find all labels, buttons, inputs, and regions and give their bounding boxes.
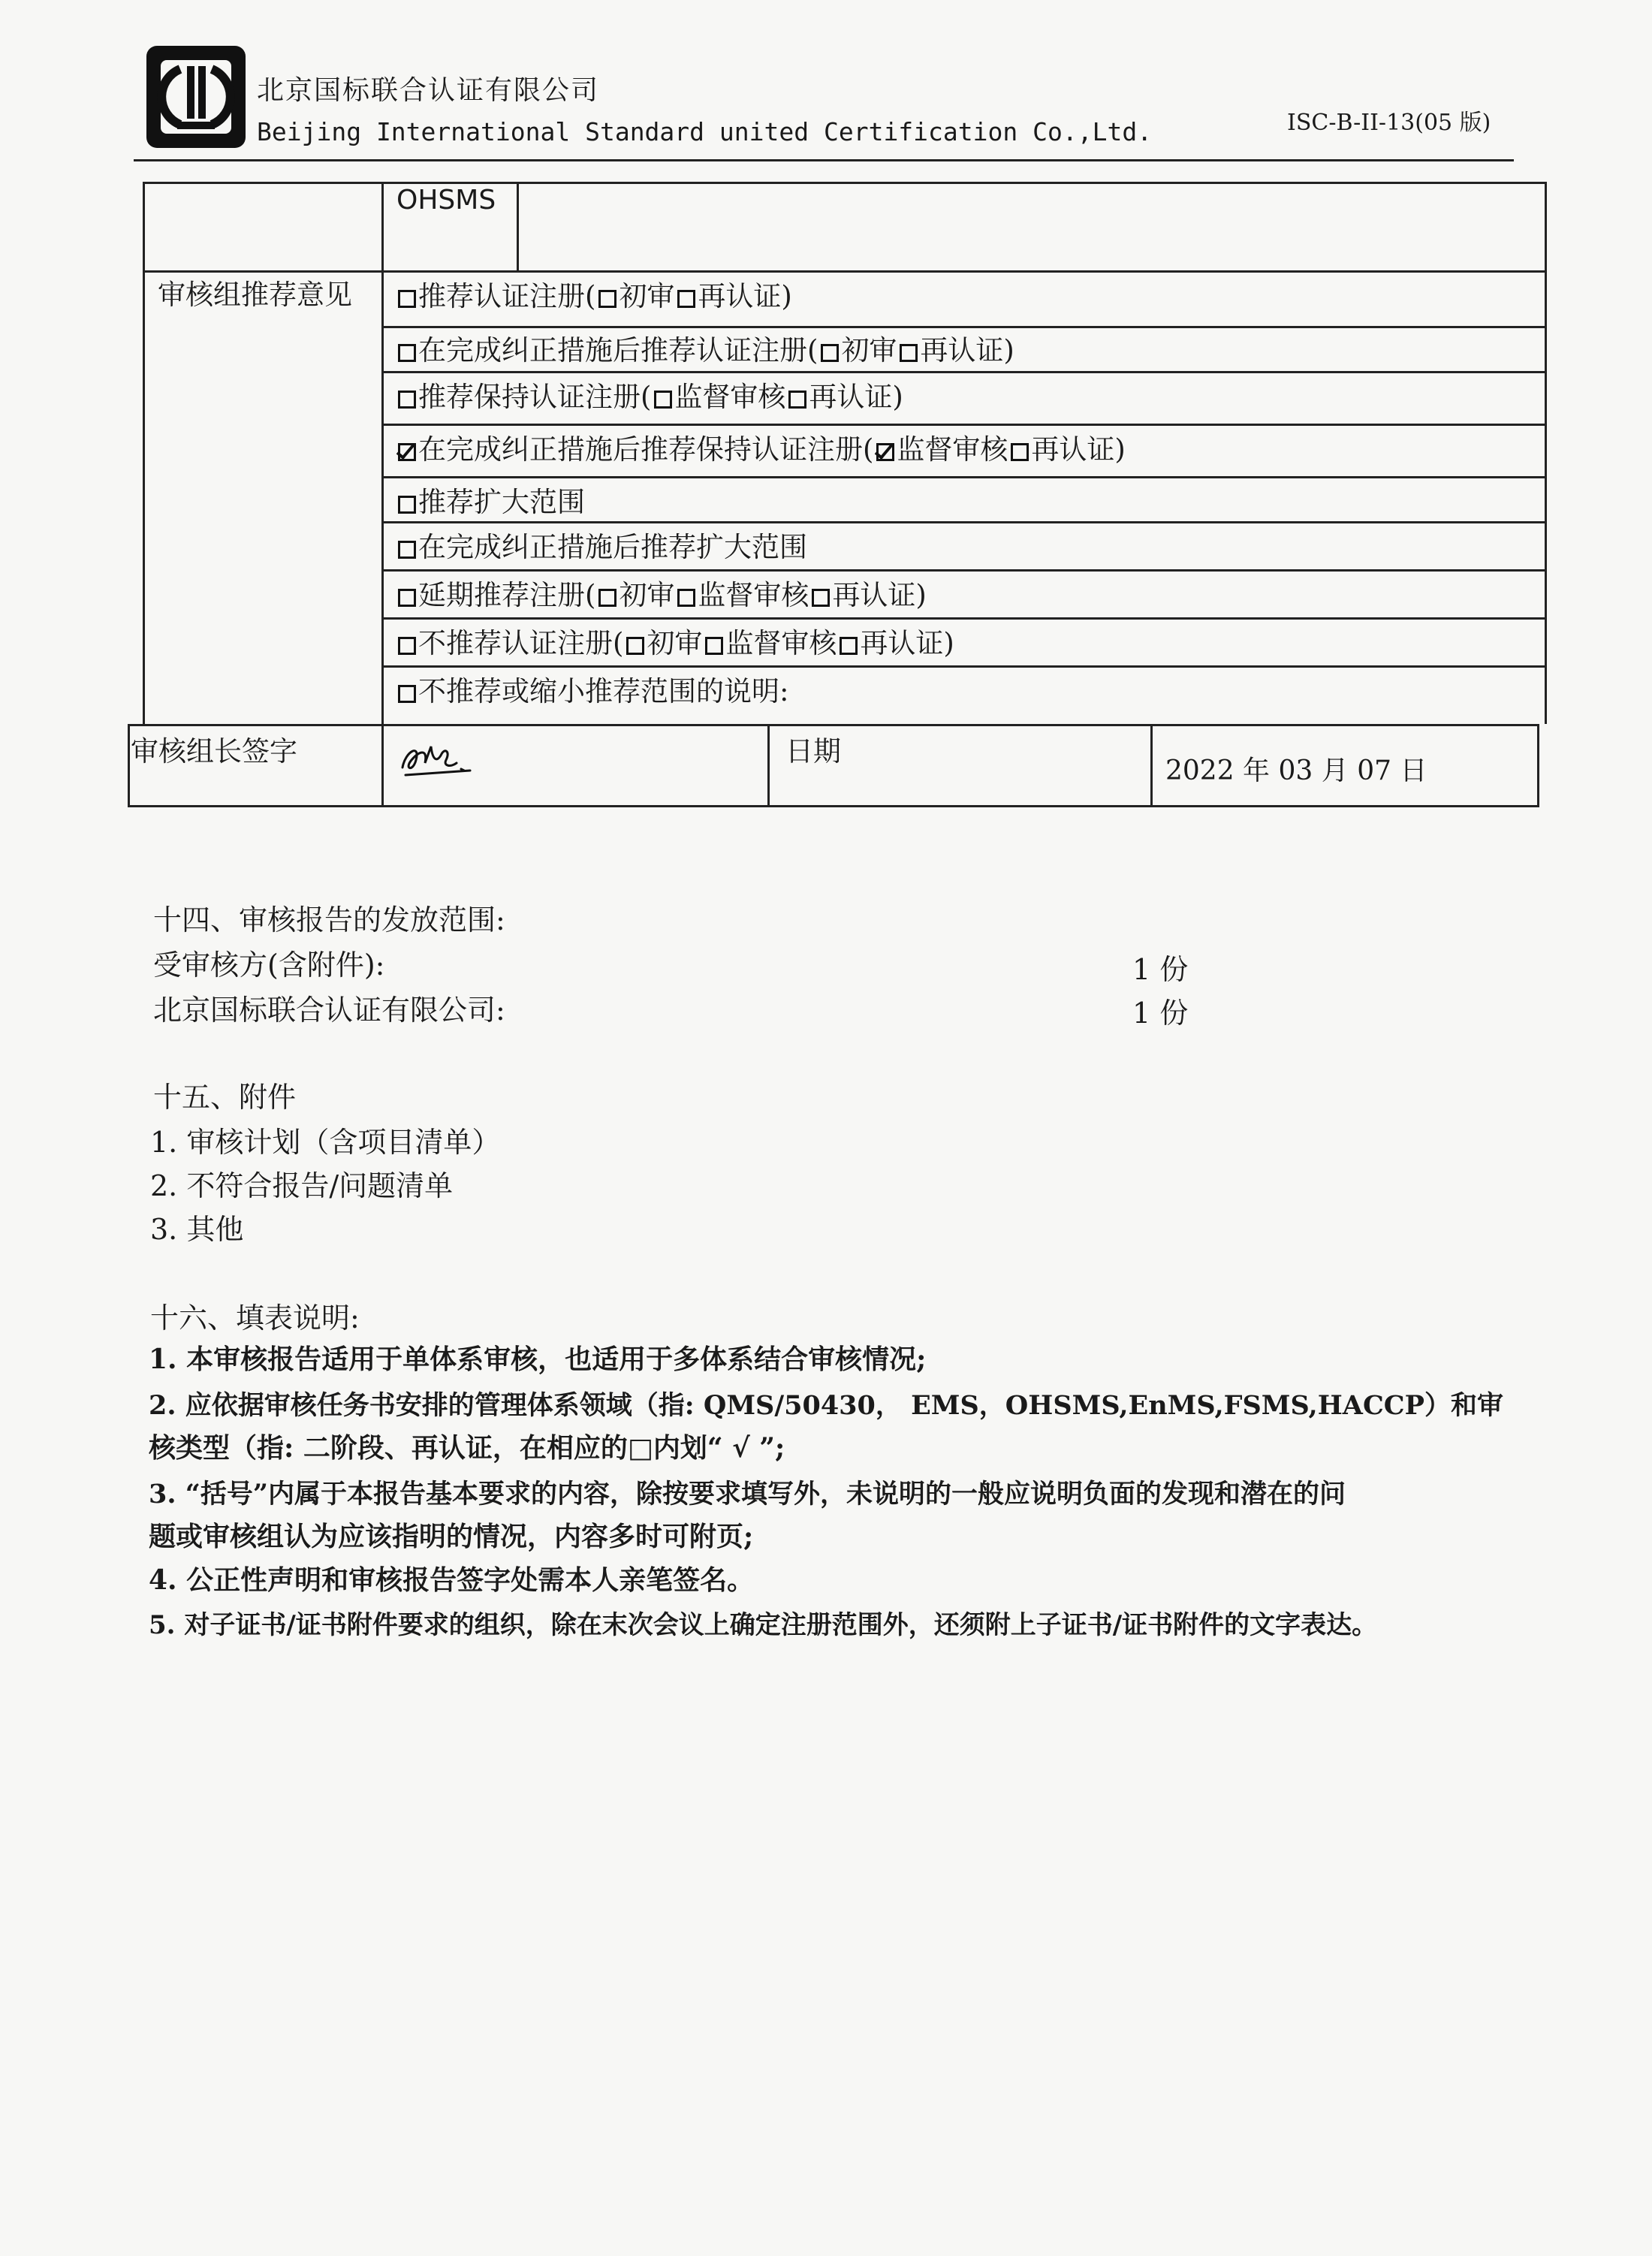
recommendation-option bbox=[395, 524, 807, 565]
option-text: 推荐认证注册( bbox=[418, 280, 596, 312]
option-text: 再认证) bbox=[832, 579, 927, 611]
option-text: 在完成纠正措施后推荐保持认证注册( bbox=[418, 433, 874, 466]
option-text: 再认证) bbox=[809, 381, 903, 413]
instruction-line: 核类型（指: 二阶段、再认证，在相应的□内划“ √ ”; bbox=[149, 1432, 785, 1464]
checkbox[interactable] bbox=[677, 290, 695, 308]
checkbox[interactable] bbox=[598, 290, 616, 308]
instruction-line: 1. 本审核报告适用于单体系审核，也适用于多体系结合审核情况; bbox=[149, 1344, 927, 1375]
checkbox[interactable] bbox=[398, 685, 416, 703]
company-name-cn: 北京国标联合认证有限公司 bbox=[257, 75, 600, 106]
option-text: 在完成纠正措施后推荐扩大范围 bbox=[418, 531, 807, 563]
table-line bbox=[128, 724, 1539, 726]
attachment-item: 1. 审核计划（含项目清单） bbox=[150, 1126, 501, 1159]
recommendation-option bbox=[395, 620, 954, 661]
option-text: 再认证) bbox=[698, 280, 792, 312]
checkbox[interactable] bbox=[598, 589, 616, 607]
table-line bbox=[381, 617, 1547, 620]
option-text: 初审 bbox=[647, 627, 703, 659]
leader-sign-label: 审核组长签字 bbox=[131, 735, 297, 768]
checkbox[interactable] bbox=[900, 344, 918, 362]
recommendation-option bbox=[395, 479, 585, 520]
table-line bbox=[381, 424, 1547, 426]
option-text: 再认证) bbox=[920, 334, 1014, 366]
instruction-line: 3. “括号”内属于本报告基本要求的内容，除按要求填写外，未说明的一般应说明负面的发现和潜在的问 bbox=[149, 1479, 1346, 1510]
table-line bbox=[143, 270, 1547, 273]
header-rule bbox=[134, 159, 1514, 161]
option-text: 初审 bbox=[619, 579, 675, 611]
recommend-label: 审核组推荐意见 bbox=[158, 279, 352, 311]
section14-title: 十四、审核报告的发放范围: bbox=[153, 903, 505, 936]
checkbox[interactable] bbox=[398, 496, 416, 514]
checked-checkbox[interactable] bbox=[876, 443, 894, 461]
option-text: 再认证) bbox=[860, 627, 954, 659]
date-label: 日期 bbox=[785, 735, 841, 768]
checkbox[interactable] bbox=[677, 589, 695, 607]
checkbox[interactable] bbox=[626, 637, 644, 655]
system-label: OHSMS bbox=[396, 185, 496, 216]
instruction-line: 5. 对子证书/证书附件要求的组织，除在末次会议上确定注册范围外，还须附上子证书/证书附件的文字表达。 bbox=[149, 1610, 1378, 1640]
recommendation-option bbox=[395, 572, 927, 613]
table-line bbox=[381, 371, 1547, 373]
distribution-count: 1 份 bbox=[1132, 953, 1189, 986]
checked-checkbox[interactable] bbox=[398, 443, 416, 461]
recommendation-option bbox=[395, 668, 788, 709]
option-text: 监督审核 bbox=[698, 579, 809, 611]
checkbox[interactable] bbox=[398, 637, 416, 655]
option-text: 再认证) bbox=[1031, 433, 1126, 466]
recommendation-option bbox=[395, 374, 903, 415]
option-text: 延期推荐注册( bbox=[418, 579, 596, 611]
company-logo bbox=[144, 44, 248, 150]
checkbox[interactable] bbox=[398, 541, 416, 559]
option-text: 监督审核 bbox=[725, 627, 837, 659]
table-line bbox=[381, 476, 1547, 478]
distribution-label: 受审核方(含附件): bbox=[153, 949, 385, 982]
instruction-line: 2. 应依据审核任务书安排的管理体系领域（指: QMS/50430， EMS，OHSMS,EnMS,FSMS,HACCP）和审 bbox=[149, 1390, 1503, 1421]
table-line bbox=[381, 665, 1547, 668]
table-line bbox=[1537, 724, 1539, 805]
recommendation-option bbox=[395, 427, 1126, 467]
option-text: 不推荐或缩小推荐范围的说明: bbox=[418, 675, 789, 707]
attachment-item: 2. 不符合报告/问题清单 bbox=[150, 1169, 454, 1202]
option-text: 初审 bbox=[841, 334, 897, 366]
table-line bbox=[381, 182, 384, 805]
option-text: 推荐扩大范围 bbox=[418, 486, 585, 518]
section16-title: 十六、填表说明: bbox=[150, 1301, 360, 1335]
checkbox[interactable] bbox=[840, 637, 858, 655]
recommendation-option bbox=[395, 327, 1014, 368]
checkbox[interactable] bbox=[398, 344, 416, 362]
option-text: 监督审核 bbox=[897, 433, 1008, 466]
attachment-item: 3. 其他 bbox=[150, 1213, 244, 1246]
leader-signature bbox=[398, 737, 481, 783]
checkbox[interactable] bbox=[705, 637, 723, 655]
option-text: 监督审核 bbox=[674, 381, 786, 413]
checkbox[interactable] bbox=[398, 589, 416, 607]
table-line bbox=[381, 569, 1547, 572]
instruction-line: 4. 公正性声明和审核报告签字处需本人亲笔签名。 bbox=[149, 1564, 755, 1596]
table-line bbox=[143, 182, 1547, 184]
table-line bbox=[128, 724, 130, 805]
option-text: 初审 bbox=[619, 280, 675, 312]
table-line bbox=[767, 724, 770, 805]
section15-title: 十五、附件 bbox=[153, 1081, 297, 1114]
option-text: 在完成纠正措施后推荐认证注册( bbox=[418, 334, 818, 366]
table-line bbox=[517, 182, 519, 270]
table-line bbox=[128, 805, 1539, 807]
distribution-label: 北京国标联合认证有限公司: bbox=[153, 994, 505, 1027]
checkbox[interactable] bbox=[654, 391, 672, 409]
date-value: 2022 年 03 月 07 日 bbox=[1165, 756, 1427, 786]
company-name-en: Beijing International Standard united Certification Co.,Ltd. bbox=[257, 117, 1153, 146]
distribution-count: 1 份 bbox=[1132, 997, 1189, 1030]
checkbox[interactable] bbox=[812, 589, 830, 607]
checkbox[interactable] bbox=[788, 391, 806, 409]
option-text: 不推荐认证注册( bbox=[418, 627, 624, 659]
option-text: 推荐保持认证注册( bbox=[418, 381, 652, 413]
checkbox[interactable] bbox=[398, 391, 416, 409]
table-line bbox=[1150, 724, 1153, 805]
checkbox[interactable] bbox=[398, 290, 416, 308]
form-code: ISC-B-II-13(05 版) bbox=[1287, 110, 1491, 136]
instruction-line: 题或审核组认为应该指明的情况，内容多时可附页; bbox=[149, 1521, 754, 1552]
recommendation-option bbox=[395, 273, 792, 314]
checkbox[interactable] bbox=[1011, 443, 1029, 461]
table-line bbox=[1545, 182, 1547, 724]
table-line bbox=[143, 182, 145, 724]
table-line bbox=[381, 521, 1547, 523]
checkbox[interactable] bbox=[821, 344, 839, 362]
